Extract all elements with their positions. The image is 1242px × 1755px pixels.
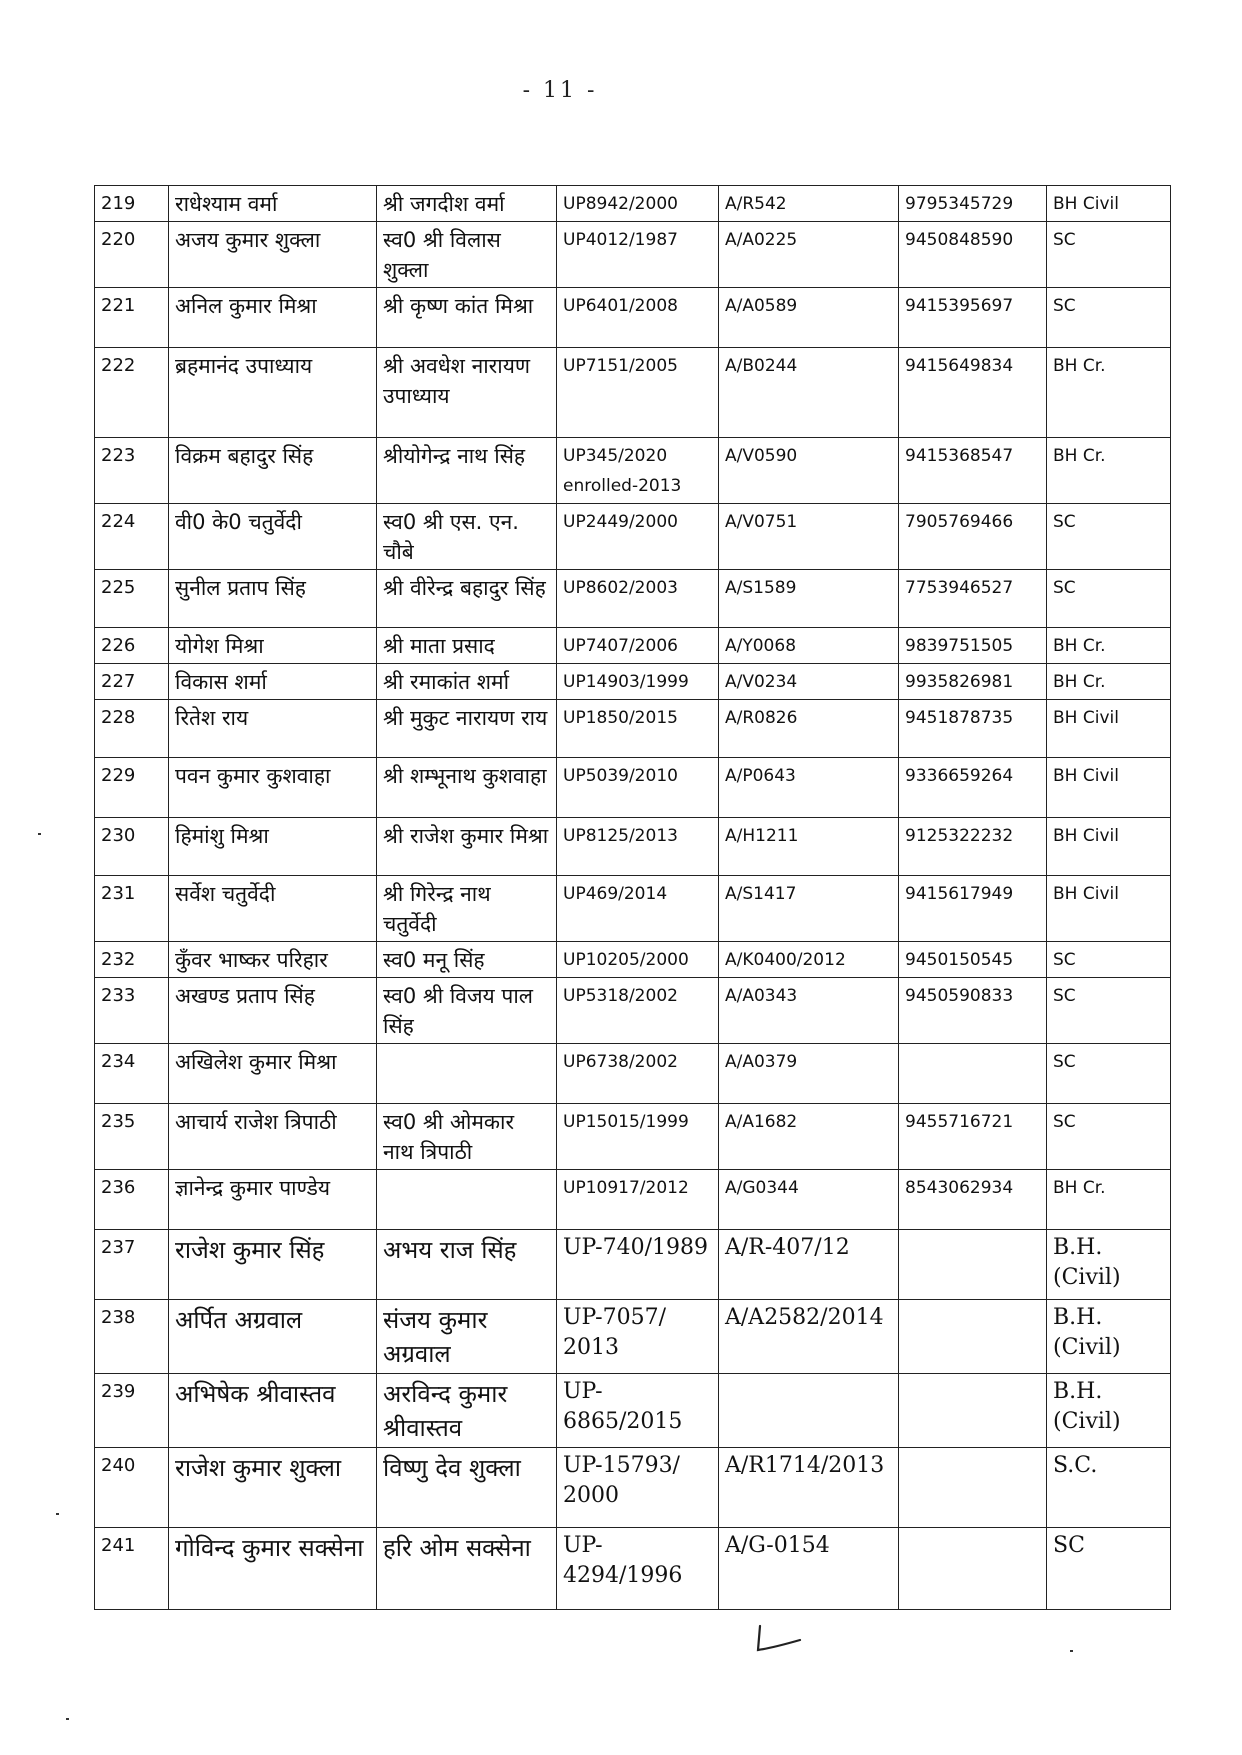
serial-number-cell: 229	[95, 758, 169, 818]
advocate-name-cell: कुँवर भाष्कर परिहार	[169, 942, 377, 978]
category-cell: S.C.	[1047, 1448, 1171, 1528]
category-cell: BH Cr.	[1047, 664, 1171, 700]
category-cell: SC	[1047, 504, 1171, 570]
enrollment-number-cell: UP6738/2002	[557, 1044, 719, 1104]
table-row	[95, 1448, 1171, 1528]
table-row	[95, 942, 1171, 978]
category-cell: SC	[1047, 1528, 1171, 1610]
advocate-name-cell: अजय कुमार शुक्ला	[169, 222, 377, 288]
father-name-cell: श्री गिरेन्द्र नाथ चतुर्वेदी	[377, 876, 557, 942]
table-row	[95, 570, 1171, 628]
table-row	[95, 758, 1171, 818]
table-row	[95, 186, 1171, 222]
advocate-name-cell: राजेश कुमार शुक्ला	[169, 1448, 377, 1528]
category-cell: BH Civil	[1047, 818, 1171, 876]
table-row	[95, 348, 1171, 438]
advocate-name-cell: अखण्ड प्रताप सिंह	[169, 978, 377, 1044]
table-row	[95, 628, 1171, 664]
father-name-cell: स्व0 श्री विजय पाल सिंह	[377, 978, 557, 1044]
enrollment-number-cell: UP1850/2015	[557, 700, 719, 758]
serial-number-cell: 226	[95, 628, 169, 664]
mobile-number-cell: 9450848590	[899, 222, 1047, 288]
serial-number-cell: 223	[95, 438, 169, 504]
serial-number-cell: 231	[95, 876, 169, 942]
registration-number-cell: A/K0400/2012	[719, 942, 899, 978]
father-name-cell: स्व0 श्री ओमकार नाथ त्रिपाठी	[377, 1104, 557, 1170]
mobile-number-cell: 9839751505	[899, 628, 1047, 664]
enrollment-number-cell: UP345/2020 enrolled-2013	[557, 438, 719, 504]
advocate-name-cell: सर्वेश चतुर्वेदी	[169, 876, 377, 942]
father-name-cell: स्व0 श्री विलास शुक्ला	[377, 222, 557, 288]
mobile-number-cell: 9336659264	[899, 758, 1047, 818]
registration-number-cell: A/R1714/2013	[719, 1448, 899, 1528]
registration-number-cell: A/R542	[719, 186, 899, 222]
serial-number-cell: 232	[95, 942, 169, 978]
enrollment-number-cell: UP7151/2005	[557, 348, 719, 438]
serial-number-cell: 230	[95, 818, 169, 876]
table-row	[95, 1374, 1171, 1448]
advocate-name-cell: गोविन्द कुमार सक्सेना	[169, 1528, 377, 1610]
mobile-number-cell: 9415368547	[899, 438, 1047, 504]
serial-number-cell: 239	[95, 1374, 169, 1448]
category-cell: BH Cr.	[1047, 348, 1171, 438]
advocate-name-cell: वी0 के0 चतुर्वेदी	[169, 504, 377, 570]
father-name-cell: श्री कृष्ण कांत मिश्रा	[377, 288, 557, 348]
serial-number-cell: 240	[95, 1448, 169, 1528]
page-number: - 11 -	[522, 78, 598, 103]
serial-number-cell: 234	[95, 1044, 169, 1104]
category-cell: B.H. (Civil)	[1047, 1300, 1171, 1374]
father-name-cell: विष्णु देव शुक्ला	[377, 1448, 557, 1528]
father-name-cell: श्री मुकुट नारायण राय	[377, 700, 557, 758]
mobile-number-cell: 8543062934	[899, 1170, 1047, 1230]
scan-speck	[56, 1513, 59, 1515]
enrollment-number-cell: UP469/2014	[557, 876, 719, 942]
category-cell: SC	[1047, 978, 1171, 1044]
serial-number-cell: 237	[95, 1230, 169, 1300]
category-cell: SC	[1047, 222, 1171, 288]
mobile-number-cell: 9125322232	[899, 818, 1047, 876]
enrollment-number-cell: UP8942/2000	[557, 186, 719, 222]
mobile-number-cell: 9415649834	[899, 348, 1047, 438]
father-name-cell	[377, 1044, 557, 1104]
father-name-cell: श्री रमाकांत शर्मा	[377, 664, 557, 700]
table-row	[95, 818, 1171, 876]
mobile-number-cell: 9415395697	[899, 288, 1047, 348]
table-row	[95, 978, 1171, 1044]
registration-number-cell: A/G-0154	[719, 1528, 899, 1610]
father-name-cell: अभय राज सिंह	[377, 1230, 557, 1300]
category-cell: SC	[1047, 288, 1171, 348]
registration-number-cell: A/A0589	[719, 288, 899, 348]
registration-number-cell: A/G0344	[719, 1170, 899, 1230]
category-cell: BH Civil	[1047, 758, 1171, 818]
serial-number-cell: 238	[95, 1300, 169, 1374]
table-row	[95, 1044, 1171, 1104]
enrollment-number-cell: UP15015/1999	[557, 1104, 719, 1170]
enrollment-number-cell: UP-740/1989	[557, 1230, 719, 1300]
advocate-name-cell: योगेश मिश्रा	[169, 628, 377, 664]
table-row	[95, 438, 1171, 504]
registration-number-cell: A/V0590	[719, 438, 899, 504]
category-cell: SC	[1047, 1104, 1171, 1170]
registration-number-cell: A/P0643	[719, 758, 899, 818]
category-cell: SC	[1047, 1044, 1171, 1104]
enrollment-number-cell: UP10205/2000	[557, 942, 719, 978]
table-row	[95, 1300, 1171, 1374]
initial-signature	[752, 1620, 812, 1660]
category-cell: BH Cr.	[1047, 438, 1171, 504]
table-row	[95, 1104, 1171, 1170]
father-name-cell: स्व0 मनू सिंह	[377, 942, 557, 978]
registration-number-cell: A/H1211	[719, 818, 899, 876]
enrollment-number-cell: UP-7057/ 2013	[557, 1300, 719, 1374]
enrollment-number-cell: UP- 4294/1996	[557, 1528, 719, 1610]
enrollment-number-cell: UP-15793/ 2000	[557, 1448, 719, 1528]
mobile-number-cell	[899, 1230, 1047, 1300]
category-cell: BH Cr.	[1047, 1170, 1171, 1230]
advocate-name-cell: अनिल कुमार मिश्रा	[169, 288, 377, 348]
father-name-cell: श्री जगदीश वर्मा	[377, 186, 557, 222]
enrollment-number-cell: UP7407/2006	[557, 628, 719, 664]
father-name-cell: श्री अवधेश नारायण उपाध्याय	[377, 348, 557, 438]
enrollment-number-cell: UP4012/1987	[557, 222, 719, 288]
advocate-name-cell: अभिषेक श्रीवास्तव	[169, 1374, 377, 1448]
category-cell: B.H. (Civil)	[1047, 1230, 1171, 1300]
mobile-number-cell	[899, 1374, 1047, 1448]
category-cell: BH Civil	[1047, 876, 1171, 942]
father-name-cell: श्रीयोगेन्द्र नाथ सिंह	[377, 438, 557, 504]
enrollment-number-cell: UP5039/2010	[557, 758, 719, 818]
serial-number-cell: 241	[95, 1528, 169, 1610]
scan-speck	[1070, 1650, 1073, 1652]
table-row	[95, 700, 1171, 758]
serial-number-cell: 219	[95, 186, 169, 222]
registration-number-cell: A/A0343	[719, 978, 899, 1044]
enrollment-number-cell: UP8602/2003	[557, 570, 719, 628]
mobile-number-cell: 7753946527	[899, 570, 1047, 628]
serial-number-cell: 222	[95, 348, 169, 438]
serial-number-cell: 228	[95, 700, 169, 758]
advocate-name-cell: राधेश्याम वर्मा	[169, 186, 377, 222]
advocate-name-cell: ब्रहमानंद उपाध्याय	[169, 348, 377, 438]
roster-body	[95, 186, 1171, 1610]
mobile-number-cell	[899, 1448, 1047, 1528]
advocate-name-cell: विक्रम बहादुर सिंह	[169, 438, 377, 504]
registration-number-cell: A/A2582/2014	[719, 1300, 899, 1374]
registration-number-cell: A/A0225	[719, 222, 899, 288]
serial-number-cell: 221	[95, 288, 169, 348]
registration-number-cell	[719, 1374, 899, 1448]
table-row	[95, 288, 1171, 348]
enrollment-number-cell: UP10917/2012	[557, 1170, 719, 1230]
mobile-number-cell	[899, 1300, 1047, 1374]
mobile-number-cell: 9935826981	[899, 664, 1047, 700]
table-row	[95, 1528, 1171, 1610]
category-cell: SC	[1047, 942, 1171, 978]
mobile-number-cell	[899, 1528, 1047, 1610]
advocate-name-cell: अर्पित अग्रवाल	[169, 1300, 377, 1374]
table-row	[95, 222, 1171, 288]
category-cell: SC	[1047, 570, 1171, 628]
category-cell: BH Civil	[1047, 186, 1171, 222]
mobile-number-cell: 9450150545	[899, 942, 1047, 978]
serial-number-cell: 220	[95, 222, 169, 288]
father-name-cell: स्व0 श्री एस. एन. चौबे	[377, 504, 557, 570]
registration-number-cell: A/V0751	[719, 504, 899, 570]
mobile-number-cell: 9415617949	[899, 876, 1047, 942]
table-row	[95, 1170, 1171, 1230]
advocate-name-cell: राजेश कुमार सिंह	[169, 1230, 377, 1300]
category-cell: BH Civil	[1047, 700, 1171, 758]
serial-number-cell: 227	[95, 664, 169, 700]
father-name-cell: श्री वीरेन्द्र बहादुर सिंह	[377, 570, 557, 628]
enrollment-number-cell: UP6401/2008	[557, 288, 719, 348]
category-cell: BH Cr.	[1047, 628, 1171, 664]
scan-speck	[66, 1718, 69, 1720]
father-name-cell: श्री शम्भूनाथ कुशवाहा	[377, 758, 557, 818]
serial-number-cell: 225	[95, 570, 169, 628]
enrollment-number-cell: UP5318/2002	[557, 978, 719, 1044]
advocate-name-cell: पवन कुमार कुशवाहा	[169, 758, 377, 818]
advocate-name-cell: विकास शर्मा	[169, 664, 377, 700]
mobile-number-cell: 9451878735	[899, 700, 1047, 758]
advocate-name-cell: ज्ञानेन्द्र कुमार पाण्डेय	[169, 1170, 377, 1230]
father-name-cell: हरि ओम सक्सेना	[377, 1528, 557, 1610]
registration-number-cell: A/S1589	[719, 570, 899, 628]
registration-number-cell: A/S1417	[719, 876, 899, 942]
table-row	[95, 664, 1171, 700]
advocate-name-cell: हिमांशु मिश्रा	[169, 818, 377, 876]
registration-number-cell: A/R0826	[719, 700, 899, 758]
father-name-cell: श्री राजेश कुमार मिश्रा	[377, 818, 557, 876]
enrollment-number-cell: UP14903/1999	[557, 664, 719, 700]
category-cell: B.H. (Civil)	[1047, 1374, 1171, 1448]
advocate-name-cell: आचार्य राजेश त्रिपाठी	[169, 1104, 377, 1170]
registration-number-cell: A/R-407/12	[719, 1230, 899, 1300]
table-row	[95, 876, 1171, 942]
registration-number-cell: A/B0244	[719, 348, 899, 438]
table-row	[95, 504, 1171, 570]
advocate-name-cell: सुनील प्रताप सिंह	[169, 570, 377, 628]
serial-number-cell: 235	[95, 1104, 169, 1170]
table-row	[95, 1230, 1171, 1300]
father-name-cell: अरविन्द कुमार श्रीवास्तव	[377, 1374, 557, 1448]
enrollment-number-cell: UP2449/2000	[557, 504, 719, 570]
father-name-cell	[377, 1170, 557, 1230]
registration-number-cell: A/A0379	[719, 1044, 899, 1104]
serial-number-cell: 224	[95, 504, 169, 570]
mobile-number-cell	[899, 1044, 1047, 1104]
serial-number-cell: 236	[95, 1170, 169, 1230]
father-name-cell: संजय कुमार अग्रवाल	[377, 1300, 557, 1374]
scan-speck	[38, 833, 41, 835]
registration-number-cell: A/A1682	[719, 1104, 899, 1170]
advocate-name-cell: अखिलेश कुमार मिश्रा	[169, 1044, 377, 1104]
mobile-number-cell: 9455716721	[899, 1104, 1047, 1170]
father-name-cell: श्री माता प्रसाद	[377, 628, 557, 664]
registration-number-cell: A/Y0068	[719, 628, 899, 664]
serial-number-cell: 233	[95, 978, 169, 1044]
mobile-number-cell: 9450590833	[899, 978, 1047, 1044]
enrollment-number-cell: UP- 6865/2015	[557, 1374, 719, 1448]
advocate-name-cell: रितेश राय	[169, 700, 377, 758]
mobile-number-cell: 9795345729	[899, 186, 1047, 222]
enrollment-number-cell: UP8125/2013	[557, 818, 719, 876]
mobile-number-cell: 7905769466	[899, 504, 1047, 570]
advocate-roster-table	[94, 185, 1171, 1610]
registration-number-cell: A/V0234	[719, 664, 899, 700]
